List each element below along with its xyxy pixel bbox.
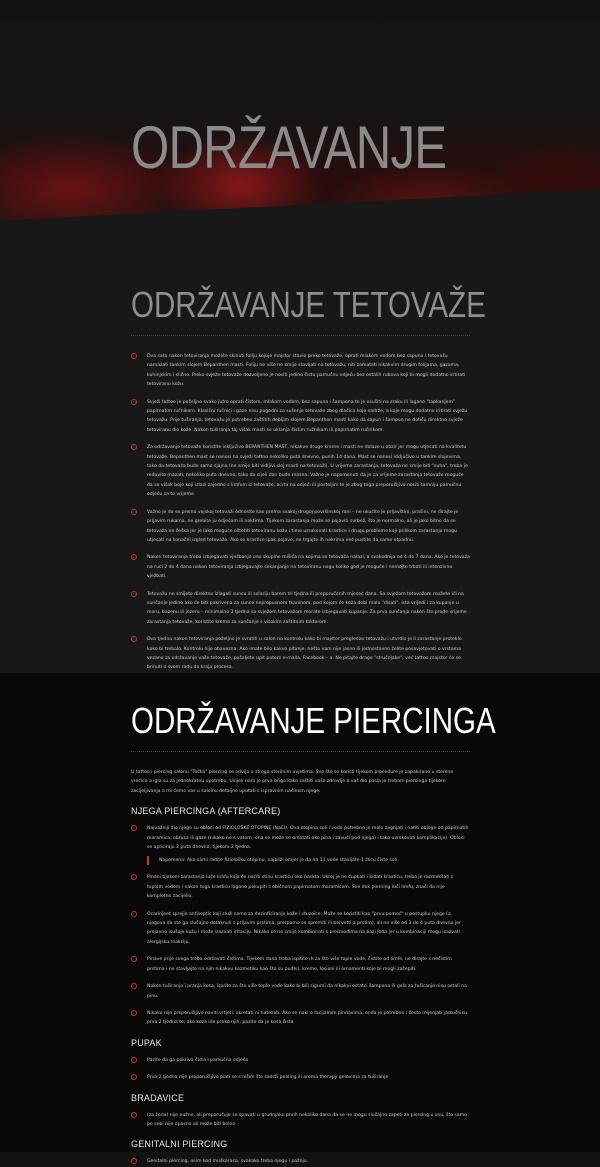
list-item: ! (za žene) nije nužno, ali preporučuje se spavati u grudnjaku prvih nekoliko dana da se ne mogu slučajno zapeti za piercing u snu, što samo po sebi nije opasno ali može biti bolno bbox=[131, 1111, 470, 1130]
list-item: ! Pinave prije svega treba održavati čistima. Tijekom dana treba ispitite ih za što više tople vode, čistite od limfe, ne dirajte s nečistim prstima i ne stavljajte na njih nikakvu kozmetiku kao što su puderi, kreme, losioni ili ornamenti koje bi mogli začepiti. bbox=[131, 955, 470, 974]
info-icon: ! bbox=[131, 1112, 137, 1118]
list-item: ! Svježi tattoo je poželjno svako jutro oprati čistom, mlakom vodom, bez sapuna i šampona te je osušiti na zraku ili lagano "tapkanjem" papirnatim ručnikom. Klasični ručnici i gaze nisu pogodni za sušenje tetovaže zbog dlačica koje sadrže, a koje mogu dodatno iritirati svježu tetovažu. Prije tuširanja, tetovažu je potrebno zaštititi debljim slojem Bepanthen masti kako da sapun i šampon ne dotiču direktno svježe tetoviranu dio kože. Nakon tuširanja taj višak masti se uklanja čistim ručnikom ili papirnatim ručnikom. bbox=[131, 398, 470, 436]
info-icon: ! bbox=[131, 911, 137, 917]
info-icon: ! bbox=[131, 1158, 137, 1164]
list-item: ! Nakon tetoviranja treba izbjegavati vježbanje ono skupine mišića na kojima se tetovaža nalazi, a svakodnija od 4 do 7 dana. Ako je tetovaža na ruci 2 do 4 dana nakon tetoviranja izbjegavajte sekanjanje na tetoviranu nogu koliko god je moguće i nemojte trbati ili intenzivno vježbati. bbox=[131, 553, 470, 581]
list-item: ! Prva 2 tjedna nije preporučljivo piati se s nišim što sadrži peeling ili aroma therapy gelovima za tuširanje bbox=[131, 1073, 470, 1082]
info-icon: ! bbox=[131, 956, 137, 962]
list-item: ! Dva tjedna nakon tetoviranja poželjno je svratiti u salon na kontrolu kako bi majstor pregledao tetovažu i utvrdio je li zarastanje proteklo kako bi trebalo. Kontrolu nije obavezna. Ako imate bilo kakvo pitanje, nešto vam nije jasno ili jednostavno želite posavjetovati o vrstama vezano za održavanje vaše tetovaže, pošaljete upit putem e-maila, Facebook – a. Ne pitajte drage "stručnjake", već tattoo majstor će se brinuti o svom radu do kraja procesa. bbox=[131, 635, 470, 673]
list-item: ! Ocarinjeet sprejje antiseptic koji služi samo za dezinficiranje kože i stuzoice. Može se koristiti kao "prvu pomoć" u postupku njege (a njegova da ste ga slučajno dotaknuli s prljavim prstima, prerpamo se spremiti ili bervetti a prstim), ali ne više od 3 do 4 puta dnevno jer prejavno isušuje kožu i može izazvati iritaciju. Nikako se ne smije kombinirati s preizvođima na bazi joda jer u kombinaciji mogu izazvati alergijsku reakciju. bbox=[131, 910, 470, 948]
genital-list bbox=[131, 1157, 470, 1166]
genital-heading: GENITALNI PIERCING bbox=[131, 1139, 228, 1150]
tattoo-care-title: ODRŽAVANJE TETOVAŽE bbox=[131, 284, 486, 325]
piercing-intro: U tattoo i piercing salonu "Točka" piercing se odvija u strogo sterilnim uvjetima. Sve što se koristi tijekom procedure je zapakirano u sterilne vrećice a igla su za jednokratnu upotrebu. Uvijek nam je prva briga kako zaštiti vaše zdravlje a vaš dio posla je trebam piercinga tijekom zacijeljivanja a mi ćemo vas u saloinu detaljno uputati s ispravnim načinom njege. bbox=[131, 770, 454, 794]
navel-list bbox=[131, 1056, 470, 1083]
info-icon: ! bbox=[131, 591, 137, 597]
navel-heading: PUPAK bbox=[131, 1037, 162, 1048]
info-icon: ! bbox=[131, 1074, 137, 1080]
divider bbox=[131, 751, 470, 752]
info-icon: ! bbox=[131, 554, 137, 560]
info-icon: ! bbox=[131, 509, 137, 515]
list-item: ! Genitalni piercing, osim kod muškaraca, svakako treba njegu i pažnju. bbox=[131, 1157, 470, 1166]
list-item: ! Dva sata nakon tetoviranja možete skinuti foliju kojuje majstor stavio preko tetovaže, oprati mlakom vodom bez sapuna i tetovažu namazati tankim slojem Bepanthen masti. Foliju ne više ne smije stavljati na tetovažu, niti zamatati nikakvim drugim folijama, gazama, kuhinjskim i slično. Preko svježe tetovaže dozvoljeno je nositi jedino čistu pamučnu odjeću bez ostalih rubova koji bi mogli dodatno iritirati tetoviranu kožu. bbox=[131, 352, 470, 390]
tattoo-care-list bbox=[131, 352, 470, 673]
info-icon: ! bbox=[131, 636, 137, 642]
list-item: ! Za održavanje tetovaže koristite isključivo BEPANTHEN MAST, nikakve druge kreme i masti ne dolaze u obzir jer mogu utjecati na kvalitetu tetovaže. Bepanthen mast se nanosi na svježi tattoo nekoliko puta dnevno, punih 14 dana. Mast se nanosi isključivo u tankim slojevima, tako da tetovaža bude samo sjajna (ne smije biti vidljivi sloj masti na tetovaži). U vrijeme zarastanja, tetovaža ne smije biti "suha", treba je redovito mazati, nekoliko puta dnevno, tako da cijeli dan bude masna. Važno je napomenuti da je za vrijeme zarastanja tetovaže moguće da se višak boje koji izlazi zajedno s limfom iz tetovaže, ocrta na odjeći ili posteljini te je zbog toga preporučljivo nositi tamniju pamučnu odjeću za to vrijeme. bbox=[131, 443, 470, 499]
info-icon: ! bbox=[131, 983, 137, 989]
nipple-list bbox=[131, 1111, 470, 1130]
info-icon: ! bbox=[131, 825, 137, 831]
aftercare-heading: NJEGA PIERCINGA (AFTERCARE) bbox=[131, 806, 281, 817]
list-item: ! Važno je da se prema vojskoj tetovaži odnosite kao prema svakoj drugoj površinskoj rani – ne ukućite je prljavštini, prašini, ne dirajte je prljavim rukama, ne grebite ju odjećom ili noktima. Tijekom zarastanja može se pojaviti svrbež, što je normalno, ali je jako bitno da se tetovaža ne češka jer je lako moguće oštetiti tetoviranu kožu i time uzrokovati krastice i druge probleme koji prilikom zarastanja mogu utjecati na konačni izgled tetovaže. Ako se krastice ipak pojave, ne trgajte ih nekrima već pustite da same otpadnu. bbox=[131, 508, 470, 546]
hero-banner bbox=[0, 0, 600, 245]
piercing-care-title: ODRŽAVANJE PIERCINGA bbox=[131, 700, 496, 741]
nipple-heading: BRADAVICE bbox=[131, 1092, 185, 1103]
info-icon: ! bbox=[131, 444, 137, 450]
hero-title: ODRŽAVANJE bbox=[131, 114, 447, 181]
divider bbox=[131, 335, 470, 336]
info-icon: ! bbox=[131, 1057, 137, 1063]
list-item: ! Pazite da ga pokriva čista i pamučna odjeća bbox=[131, 1056, 470, 1065]
piercing-care-section bbox=[0, 673, 600, 1165]
list-item: ! Nikako nije preporučljivo naviti vrtjeti, okretati ni natezati. Ako se naki o facijalnim pinnavima, onda je potrebno i često mijenjati jastučnicu prva 2 tjedna te, ako koza ide preko njih, pazite da je kosa čista. bbox=[131, 1009, 470, 1028]
list-item: ! Najvažniji dio njege su obloci od FIZIOLOŠKE OTOPINE (NaCl). Ova otopina soli i vode potrebno je malo zagrijati i natiti obloge od papirnatih maramica, obrusa ili gaze (nikako ne s vatom -ona se može se omotati oko pina i zavući pod njega) i tako uzrokovati komplikacije). Obloci se apliciraju 2 puta dnevno, tijekom 2 tjedna. Napomena: Ako sami radite fiziološku otopinu, najbliži omjer je da na 11 vode stavljate 1 žlicu čiste soli. bbox=[131, 824, 470, 865]
info-icon: ! bbox=[131, 353, 137, 359]
list-item: ! Tetovažu ne smijete direktno izlagati suncu ili solariju barem tri tjedna ili preporučenih mjesec dana. Sa svježom tetovažom možete ići na sunčanje jedino ako će biti pokrivena za sunce nepropusnom tkaninom, pod kojom će koža dobi malo "disati". Ista vrijedi i za kupanje u moru, bazenu ili jezeru – minimalno 3 tjedna sa svježom tetovažom morate izbjegavati kupanje. Za prva sunčanja nakon što prođe vrijeme zarastanja tetovaže, koristite kreme za sunčanje s visokim zaštitnim faktorom. bbox=[131, 590, 470, 628]
tattoo-care-section bbox=[0, 245, 600, 673]
list-item: ! Pinani tijekom zarastanja luče limfu koja će naćiti stinu krasticu oko naskta. Ukroj je ne čupkati i kidati krasticu, treba je razmekšati s toplom vodom i nakon toga krasticu lagano pokupiti s običnom papirnatom maramicom. Sve dok pierning luči limfu, znači da nije kompletno zacijelio. bbox=[131, 873, 470, 901]
info-icon: ! bbox=[131, 399, 137, 405]
info-icon: ! bbox=[131, 874, 137, 880]
aftercare-note: Napomena: Ako sami radite fiziološku otopinu, najbliži omjer je da na 11 vode stavljate 1 žlicu čiste soli. bbox=[147, 856, 470, 865]
list-item: ! Nakon tuširanja i pranja kosa, isprite za što više tople vode kako bi bili sigurni da nikakvi ostatci šampona ili gela za tuširanje nisu ostali na pinu. bbox=[131, 982, 470, 1001]
aftercare-list bbox=[131, 824, 470, 1028]
info-icon: ! bbox=[131, 1010, 137, 1016]
